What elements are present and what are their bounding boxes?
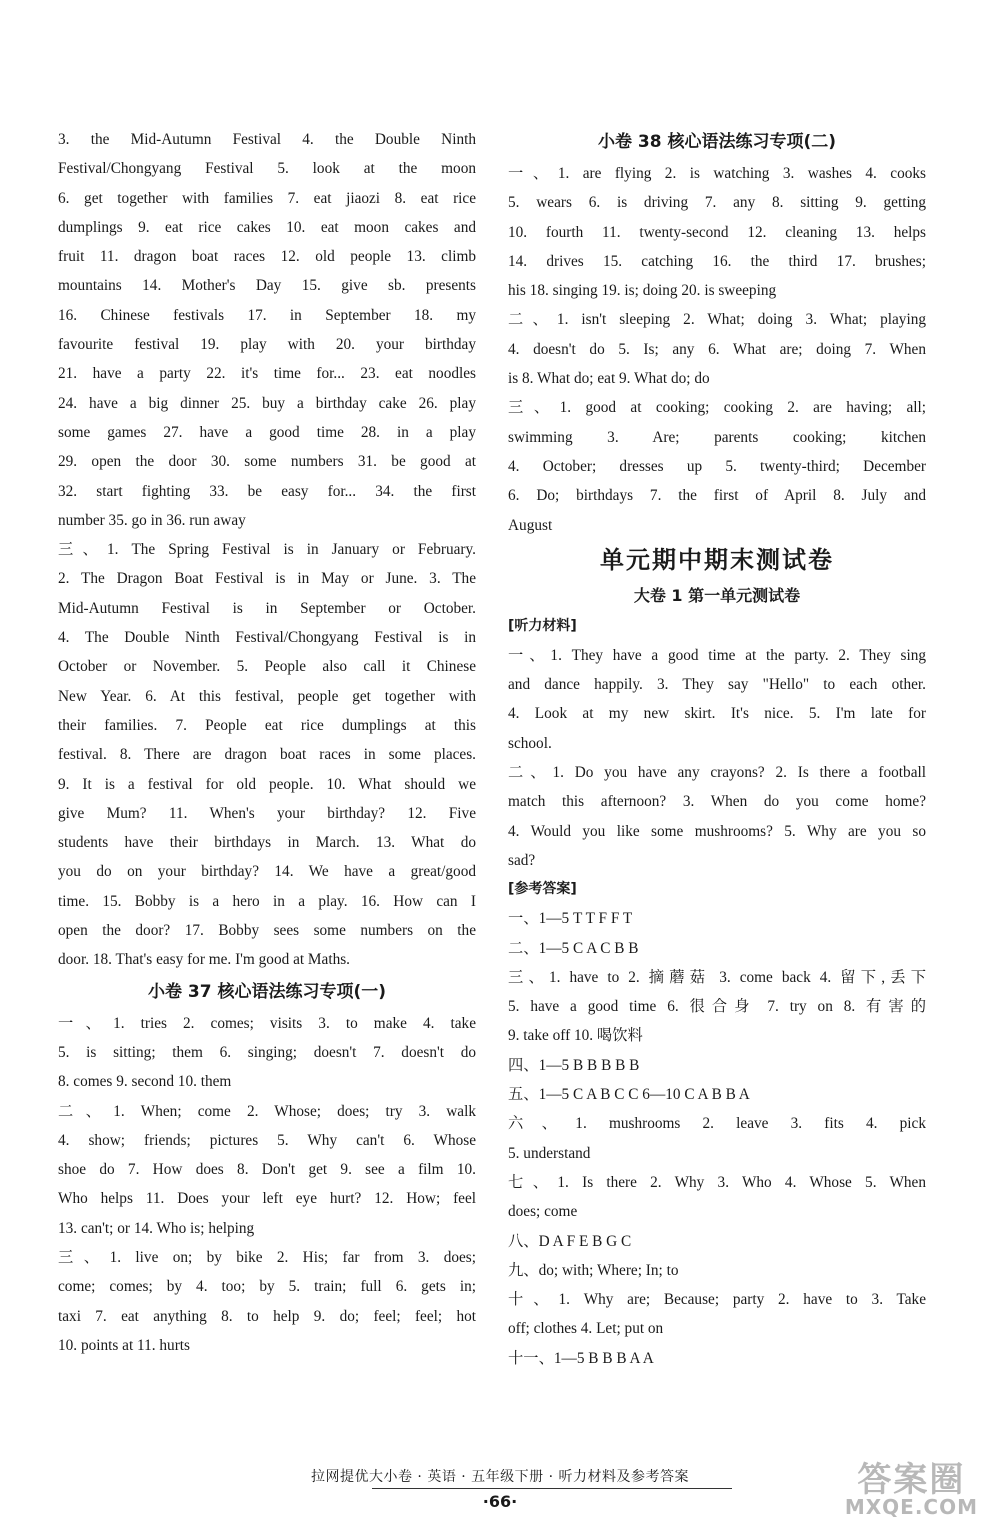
text-line: 9. It is a festival for old people. 10. What should we xyxy=(58,775,476,793)
text-line: time. 15. Bobby is a hero in a play. 16. How can I xyxy=(58,892,476,910)
text-line: 32. start fighting 33. be easy for... 34. the first xyxy=(58,482,476,500)
watermark-url: MXQE.COM xyxy=(844,1495,978,1519)
text-line: their families. 7. People eat rice dumplings at this xyxy=(58,716,476,734)
text-line: is 8. What do; eat 9. What do; do xyxy=(508,370,710,388)
text-line: you do on your birthday? 14. We have a great/good xyxy=(58,863,476,881)
text-line: mountains 14. Mother's Day 15. give sb. presents xyxy=(58,277,476,295)
text-line: 4. The Double Ninth Festival/Chongyang Festival is in xyxy=(58,629,476,647)
text-line: 5. have a good time 6. 很合身 7. try on 8. 有害的 xyxy=(508,998,926,1016)
text-line: 二、1. isn't sleeping 2. What; doing 3. What; playing xyxy=(508,311,926,329)
text-line: 一、1. are flying 2. is watching 3. washes 4. cooks xyxy=(508,165,926,182)
text-line: 4. Look at my new skirt. It's nice. 5. I'm late for xyxy=(508,705,926,723)
text-line: dumplings 9. eat rice cakes 10. eat moon cakes and xyxy=(58,218,476,236)
text-line: 3. the Mid-Autumn Festival 4. the Double Ninth xyxy=(58,131,476,148)
text-line: 二、1. Do you have any crayons? 2. Is there a football xyxy=(508,764,926,782)
text-line: 16. Chinese festivals 17. in September 18. my xyxy=(58,306,476,324)
text-line: sad? xyxy=(508,851,536,869)
text-line: fruit 11. dragon boat races 12. old people 13. climb xyxy=(58,248,476,266)
text-line: 6. Do; birthdays 7. the first of April 8. July and xyxy=(508,487,926,505)
text-line: 一、1—5 T T F F T xyxy=(508,910,633,928)
text-line: favourite festival 19. play with 20. your birthday xyxy=(58,336,476,354)
text-line: open the door? 17. Bobby sees some numbers on the xyxy=(58,922,476,940)
left-lines-a xyxy=(58,125,476,975)
text-line: 三、1. The Spring Festival is in January or February. xyxy=(58,541,476,559)
text-line: does; come xyxy=(508,1203,578,1221)
watermark-logo: 答案圈 xyxy=(857,1460,966,1500)
text-line: 5. is sitting; them 6. singing; doesn't 7. doesn't do xyxy=(58,1043,476,1061)
text-line: 五、1—5 C A B C C 6—10 C A B B A xyxy=(508,1086,750,1104)
text-line: 九、do; with; Where; In; to xyxy=(508,1261,679,1279)
text-line: 29. open the door 30. some numbers 31. be good at xyxy=(58,453,476,471)
text-line: school. xyxy=(508,734,552,752)
text-line: 9. take off 10. 喝饮料 xyxy=(508,1027,643,1045)
listening-material-tag: [听力材料] xyxy=(508,617,577,634)
text-line: Festival/Chongyang Festival 5. look at the moon xyxy=(58,160,476,178)
text-line: his 18. singing 19. is; doing 20. is sweeping xyxy=(508,282,777,300)
text-line: 4. show; friends; pictures 5. Why can't 6. Whose xyxy=(58,1131,476,1149)
text-line: swimming 3. Are; parents cooking; kitchen xyxy=(508,428,926,446)
text-line: 七、1. Is there 2. Why 3. Who 4. Whose 5. When xyxy=(508,1173,926,1191)
text-line: off; clothes 4. Let; put on xyxy=(508,1320,664,1338)
unit-1-test-title: 大卷 1 第一单元测试卷 xyxy=(633,585,801,605)
text-line: 2. The Dragon Boat Festival is in May or June. 3. The xyxy=(58,570,476,588)
text-line: August xyxy=(508,516,553,534)
test-papers-title: 单元期中期末测试卷 xyxy=(600,545,834,574)
text-line: 十一、1—5 B B B A A xyxy=(508,1349,654,1367)
text-line: 八、D A F E B G C xyxy=(508,1232,632,1250)
text-line: 三、1. live on; by bike 2. His; far from 3. does; xyxy=(58,1248,476,1266)
text-line: 二、1—5 C A C B B xyxy=(508,939,639,957)
text-line: number 35. go in 36. run away xyxy=(58,511,246,529)
text-line: 4. Would you like some mushrooms? 5. Why are you so xyxy=(508,822,926,840)
text-line: 5. wears 6. is driving 7. any 8. sitting 9. getting xyxy=(508,194,926,212)
footer-book-title: 拉网提优大小卷 · 英语 · 五年级下册 · 听力材料及参考答案 xyxy=(310,1469,690,1485)
text-line: October or November. 5. People also call it Chinese xyxy=(58,658,476,676)
right-lines-b xyxy=(508,641,926,875)
text-line: 十、1. Why are; Because; party 2. have to 3. Take xyxy=(508,1291,926,1309)
right-lines-a xyxy=(508,159,926,540)
right-column xyxy=(508,125,926,1373)
text-line: 4. October; dresses up 5. twenty-third; December xyxy=(508,457,926,475)
text-line: 13. can't; or 14. Who is; helping xyxy=(58,1219,255,1237)
text-line: 六、1. mushrooms 2. leave 3. fits 4. pick xyxy=(508,1115,926,1133)
text-line: Who helps 11. Does your left eye hurt? 12. How; feel xyxy=(58,1190,476,1208)
text-line: 一、1. tries 2. comes; visits 3. to make 4. take xyxy=(58,1014,476,1032)
text-line: and dance happily. 3. They say "Hello" to each other. xyxy=(508,676,926,694)
text-line: 三、1. good at cooking; cooking 2. are having; all; xyxy=(508,399,926,417)
section-38-title: 小卷 38 核心语法练习专项(二) xyxy=(597,132,837,152)
text-line: 6. get together with families 7. eat jiaozi 8. eat rice xyxy=(58,189,476,207)
text-line: 8. comes 9. second 10. them xyxy=(58,1073,232,1091)
text-line: taxi 7. eat anything 8. to help 9. do; feel; feel; hot xyxy=(58,1307,476,1325)
text-line: 四、1—5 B B B B B xyxy=(508,1056,640,1074)
text-line: 24. have a big dinner 25. buy a birthday cake 26. play xyxy=(58,394,476,412)
text-line: 5. understand xyxy=(508,1144,591,1162)
text-line: 14. drives 15. catching 16. the third 17. brushes; xyxy=(508,252,926,270)
text-line: New Year. 6. At this festival, people get together with xyxy=(58,687,476,705)
watermark xyxy=(845,1452,978,1519)
text-line: 10. points at 11. hurts xyxy=(58,1336,191,1354)
page-number: ·66· xyxy=(482,1492,518,1511)
text-line: 10. fourth 11. twenty-second 12. cleaning 13. helps xyxy=(508,223,926,241)
section-37-title: 小卷 37 核心语法练习专项(一) xyxy=(147,981,387,1002)
left-lines-b xyxy=(58,1009,476,1361)
text-line: shoe do 7. How does 8. Don't get 9. see a film 10. xyxy=(58,1161,476,1179)
text-line: door. 18. That's easy for me. I'm good at Maths. xyxy=(58,951,350,969)
reference-answers-tag: [参考答案] xyxy=(508,881,577,898)
text-line: some games 27. have a good time 28. in a play xyxy=(58,423,476,441)
text-line: 4. doesn't do 5. Is; any 6. What are; doing 7. When xyxy=(508,340,926,358)
text-line: 21. have a party 22. it's time for... 23. eat noodles xyxy=(58,365,476,383)
text-line: come; comes; by 4. too; by 5. train; full 6. gets in; xyxy=(58,1278,476,1296)
text-line: Mid-Autumn Festival is in September or October. xyxy=(58,599,476,617)
text-line: 一、1. They have a good time at the party. 2. They sing xyxy=(508,646,926,664)
footer-divider xyxy=(372,1488,732,1489)
left-column xyxy=(58,125,476,1360)
text-line: match this afternoon? 3. When do you come home? xyxy=(508,793,926,811)
text-line: festival. 8. There are dragon boat races in some places. xyxy=(58,746,476,764)
text-line: 二、1. When; come 2. Whose; does; try 3. walk xyxy=(58,1102,476,1120)
text-line: 三、1. have to 2. 摘蘑菇 3. come back 4. 留下,丢下 xyxy=(508,968,926,986)
text-line: students have their birthdays in March. 13. What do xyxy=(58,834,476,852)
right-lines-c xyxy=(508,904,926,1373)
text-line: give Mum? 11. When's your birthday? 12. Five xyxy=(58,804,476,822)
